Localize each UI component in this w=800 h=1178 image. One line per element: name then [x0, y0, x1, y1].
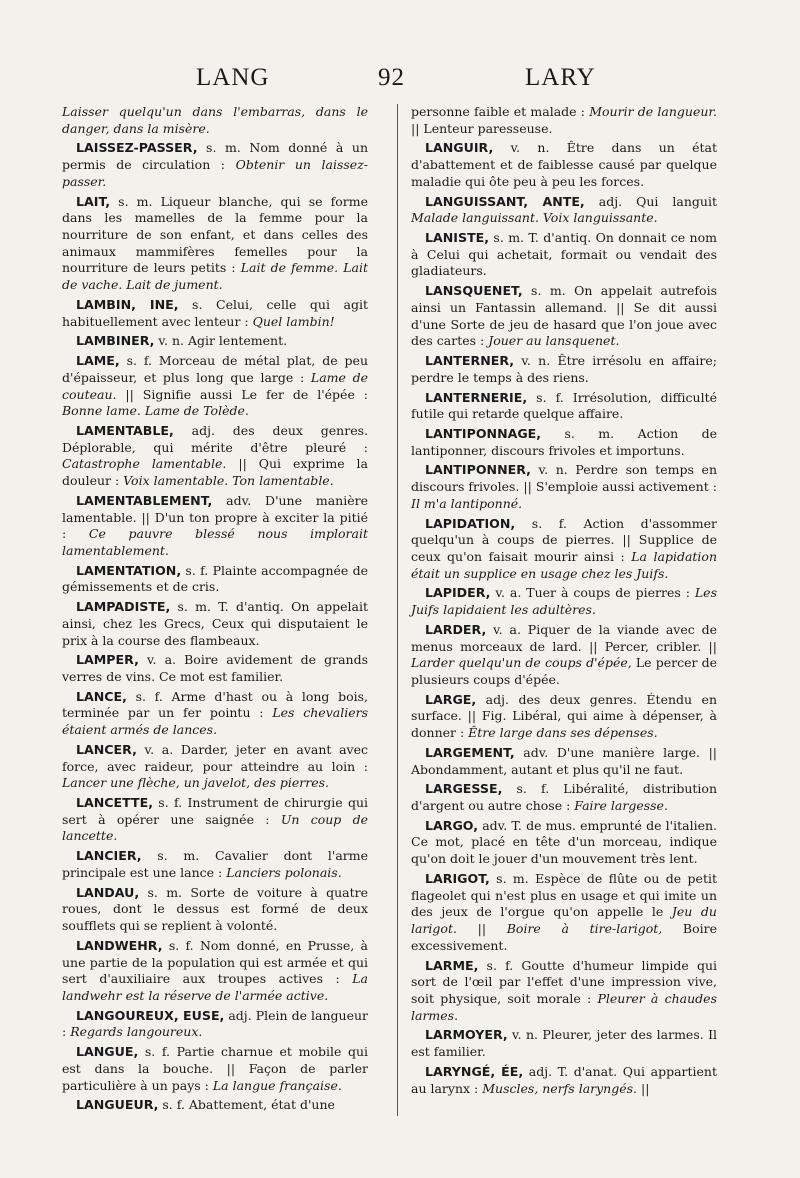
running-head — [0, 64, 800, 104]
definition: Instrument de chirurgie qui sert à opérer une saignée : — [62, 795, 369, 827]
definition-continued: Boire excessivement. — [411, 921, 718, 953]
dictionary-entry — [411, 390, 717, 423]
example: Malade languissant. Voix languissante. — [411, 210, 658, 226]
headword: LANTIPONNER, — [425, 462, 531, 478]
headword: LARIGOT, — [425, 870, 490, 886]
dictionary-entry — [62, 297, 368, 330]
dictionary-entry — [62, 493, 368, 560]
definition: personne faible et malade : — [411, 104, 590, 119]
definition-continued: || Qui exprime la douleur : — [62, 456, 368, 489]
dictionary-entry — [62, 563, 368, 596]
grammar-label: s. f. — [502, 781, 564, 797]
headword: LARYNGÉ, ÉE, — [425, 1063, 524, 1079]
column-divider — [397, 104, 398, 1116]
grammar-label: s. f. — [138, 1044, 177, 1060]
dictionary-entry — [411, 140, 717, 190]
dictionary-entry — [62, 848, 368, 881]
dictionary-entry — [62, 353, 368, 420]
headword: LANCE, — [76, 688, 127, 704]
grammar-label: s. m. — [139, 884, 191, 900]
grammar-label: adj. — [173, 422, 233, 438]
example: La langue française. — [212, 1077, 342, 1093]
grammar-label: v. n. — [530, 462, 576, 478]
headword: LAMPER, — [76, 652, 139, 668]
example: La landwehr est la réserve de l'armée active. — [62, 971, 368, 1003]
definition-continued: || — [456, 921, 507, 937]
example: Un coup de lancette. — [62, 811, 368, 844]
example: Jeu du larigot. — [411, 904, 717, 937]
page-number: 92 — [378, 64, 405, 91]
example: Catastrophe lamentable. — [62, 456, 227, 472]
headword: LANSQUENET, — [425, 283, 523, 299]
grammar-label: v. a. — [490, 585, 527, 601]
definition-continued: || Signifie aussi Le fer de l'épée : — [116, 386, 368, 402]
headword: LAMPADISTE, — [76, 599, 171, 615]
left-column — [62, 104, 368, 1117]
example: Bonne lame. Lame de Tolède. — [62, 403, 249, 419]
headword: LAMENTATION, — [76, 562, 182, 578]
headword: LANDAU, — [76, 884, 140, 900]
definition-continued: || — [637, 1080, 650, 1096]
grammar-label: s. m. — [489, 230, 529, 246]
definition: Nom donné à un permis de circulation : — [62, 140, 368, 173]
headword: LAMBIN, INE, — [76, 296, 179, 312]
definition: Être irrésolu en affaire; perdre le temps à des riens. — [411, 353, 717, 385]
headword: LANCER, — [76, 741, 137, 757]
example: Les Juifs lapidaient les adultères. — [411, 585, 717, 618]
grammar-label: adj. — [224, 1007, 256, 1023]
definition: Darder, jeter en avant avec force, avec raideur, pour atteindre au loin : — [62, 741, 368, 774]
headword: LANGUIR, — [425, 140, 494, 156]
example: La lapidation était un supplice en usage chez les Juifs. — [411, 548, 718, 581]
dictionary-entry — [411, 462, 717, 512]
definition: D'une manière large. || Abondamment, autant et plus qu'il ne faut. — [411, 744, 717, 777]
dictionary-entry — [411, 194, 717, 227]
definition: Plein de langueur : — [62, 1007, 368, 1040]
headword: LANGUISSANT, ANTE, — [425, 193, 585, 209]
dictionary-entry — [62, 742, 368, 792]
dictionary-entry — [62, 1008, 368, 1041]
definition: Cavalier dont l'arme principale est une lance : — [62, 848, 369, 880]
headword: LANGUE, — [76, 1044, 139, 1060]
headword: LAPIDATION, — [425, 515, 516, 531]
headword: LARDER, — [425, 621, 487, 637]
dictionary-entry — [62, 689, 368, 739]
grammar-label: s. f. — [153, 795, 188, 811]
example: Pleurer à chaudes larmes. — [411, 990, 717, 1023]
headword: LAIT, — [76, 193, 111, 209]
dictionary-entry — [411, 353, 717, 386]
dictionary-entry — [411, 871, 717, 955]
example: Lame de couteau. — [62, 369, 368, 402]
grammar-label: adv. — [212, 492, 266, 508]
grammar-label: v. a. — [486, 621, 528, 637]
headword: LANTIPONNAGE, — [425, 425, 542, 441]
example: Larder quelqu'un de coups d'épée, — [411, 655, 632, 671]
headword: LAMENTABLEMENT, — [76, 492, 213, 508]
definition: Action d'assommer quelqu'un à coups de pierres. || Supplice de ceux qu'on faisait mourir ainsi : — [411, 515, 717, 564]
definition: Liqueur blanche, qui se forme dans les mamelles de la femme pour la nourriture de son enfant, et dans celles des animaux mammifères femelles pour la nourriture de leurs petits : — [62, 193, 368, 276]
definition: Qui languit — [636, 193, 717, 209]
dictionary-entry — [411, 958, 717, 1025]
grammar-label: s. f. — [515, 515, 584, 531]
definition: T. de mus. emprunté de l'italien. Ce mot, placé en tête d'un morceau, indique qu'on doit le jouer d'un mouvement très lent. — [411, 817, 717, 867]
example: Il m'a lantiponné. — [411, 495, 523, 511]
example: Regards langoureux. — [70, 1024, 203, 1040]
definition: T. d'antiq. On appelait ainsi, chez les Grecs, Ceux qui disputaient le prix à la course des flambeaux. — [62, 599, 368, 648]
headword: LAPIDER, — [425, 585, 491, 601]
example: Voix lamentable. Ton lamentable. — [123, 473, 334, 489]
headword: LAMBINER, — [76, 333, 155, 349]
dictionary-entry — [62, 194, 368, 294]
definition: Nom donné, en Prusse, à une partie de la population qui est armée et qui sert d'auxiliaire aux troupes actives : — [62, 937, 368, 987]
grammar-label: adv. — [514, 744, 557, 760]
grammar-label: v. a. — [136, 741, 181, 757]
dictionary-entry — [411, 585, 717, 618]
headword: LARMOYER, — [425, 1027, 508, 1043]
grammar-label: v. n. — [154, 333, 188, 349]
definition: Celui, celle qui agit habituellement avec lenteur : — [62, 296, 368, 329]
headword: LANTERNER, — [425, 353, 515, 369]
headword: LANISTE, — [425, 230, 490, 246]
dictionary-entry — [62, 938, 368, 1005]
dictionary-entry — [62, 885, 368, 935]
example: Laisser quelqu'un dans l'embarras, dans le danger, dans la misère. — [62, 104, 368, 136]
definition: Plainte accompagnée de gémissements et de cris. — [62, 562, 369, 595]
grammar-label: v. n. — [507, 1027, 543, 1043]
headword: LANCIER, — [76, 848, 142, 864]
example: Être large dans ses dépenses. — [468, 725, 658, 741]
dictionary-entry — [62, 333, 368, 350]
example: Muscles, nerfs laryngés. — [482, 1080, 638, 1096]
example: Quel lambin! — [252, 313, 335, 329]
definition: Perdre son temps en discours frivoles. || S'emploie aussi activement : — [411, 462, 717, 495]
definition-continued: || Lenteur paresseuse. — [411, 120, 553, 136]
grammar-label: s. f. — [181, 562, 213, 578]
headword: LANDWEHR, — [76, 937, 163, 953]
dictionary-entry — [62, 1044, 368, 1094]
grammar-label: adj. — [584, 193, 637, 209]
definition: Agir lentement. — [187, 333, 288, 349]
headword: LARGE, — [425, 691, 477, 707]
grammar-label: adv. — [478, 817, 512, 833]
headword: LARGESSE, — [425, 781, 503, 797]
definition-continued: Le percer de plusieurs coups d'épée. — [411, 655, 717, 687]
grammar-label: s. m. — [170, 599, 219, 615]
dictionary-entry — [411, 516, 717, 583]
grammar-label: s. m. — [110, 193, 161, 209]
dictionary-entry — [62, 599, 368, 649]
grammar-label: s. f. — [527, 389, 573, 405]
grammar-label: s. m. — [197, 140, 250, 156]
headword: LANTERNERIE, — [425, 389, 528, 405]
dictionary-entry — [411, 692, 717, 742]
dictionary-entry — [411, 230, 717, 280]
definition: Goutte d'humeur limpide qui sort de l'œil par l'effet d'une impression vive, soit physique, soit morale : — [411, 957, 717, 1006]
dictionary-entry — [62, 652, 368, 685]
grammar-label: s. f. — [119, 353, 159, 369]
example: Les chevaliers étaient armés de lances. — [62, 705, 368, 738]
dictionary-entry — [411, 426, 717, 459]
definition: Pleurer, jeter des larmes. Il est familier. — [411, 1027, 718, 1060]
dictionary-entry — [62, 1097, 368, 1114]
definition: Irrésolution, difficulté futile qui retarde quelque affaire. — [411, 389, 717, 422]
dictionary-entry — [411, 622, 717, 689]
example: Lanciers polonais. — [226, 864, 342, 880]
grammar-label: s. f. — [158, 1097, 189, 1113]
definition: T. d'anat. Qui appartient au larynx : — [411, 1063, 717, 1096]
headword: LAMENTABLE, — [76, 422, 174, 438]
headword: LARGEMENT, — [425, 744, 515, 760]
grammar-label: s. m. — [541, 425, 638, 441]
dictionary-entry — [411, 818, 717, 868]
headword: LARME, — [425, 957, 479, 973]
headword: LANGOUREUX, EUSE, — [76, 1007, 225, 1023]
right-column — [411, 104, 717, 1100]
grammar-label: s. m. — [141, 848, 215, 864]
dictionary-entry — [411, 1027, 717, 1060]
dictionary-entry — [411, 283, 717, 350]
grammar-label: v. a. — [138, 652, 185, 668]
definition: Piquer de la viande avec de menus morceaux de lard. || Percer, cribler. || — [411, 621, 717, 654]
grammar-label: s. f. — [478, 957, 522, 973]
definition: Abattement, état d'une — [188, 1097, 335, 1113]
headword: LANCETTE, — [76, 795, 154, 811]
definition: On appelait autrefois ainsi un Fantassin allemand. || Se dit aussi d'une Sorte de jeu de hasard que l'on joue avec des cartes : — [411, 283, 717, 349]
example: Mourir de langueur. — [589, 104, 717, 119]
dictionary-entry — [411, 745, 717, 778]
definition: Boire avidement de grands verres de vins. Ce mot est familier. — [62, 652, 368, 684]
headword: LARGO, — [425, 817, 479, 833]
dictionary-entry — [411, 1064, 717, 1097]
dictionary-entry — [62, 423, 368, 490]
example: Jouer au lansquenet. — [488, 333, 620, 349]
dictionary-entry — [62, 104, 368, 137]
grammar-label: s. f. — [162, 937, 200, 953]
definition: Espèce de flûte ou de petit flageolet qui n'est plus en usage et qui imite un des jeux de l'orgue qu'on appelle le — [411, 870, 717, 920]
definition: Partie charnue et mobile qui est dans la bouche. || Façon de parler particulière à un pays : — [62, 1044, 368, 1093]
headword: LAISSEZ-PASSER, — [76, 140, 198, 156]
definition: Arme d'hast ou à long bois, terminée par un fer pointu : — [62, 688, 368, 721]
definition: Action de lantiponner, discours frivoles et importuns. — [411, 425, 718, 458]
header-right-guideword: LARY — [525, 64, 596, 91]
definition: Libéralité, distribution d'argent ou autre chose : — [411, 781, 717, 814]
example: Lait de femme. Lait de vache. Lait de jument. — [62, 260, 368, 293]
definition: Tuer à coups de pierres : — [526, 585, 695, 601]
grammar-label: s. — [178, 296, 217, 312]
example: Faire largesse. — [574, 798, 668, 814]
grammar-label: s. f. — [126, 688, 172, 704]
grammar-label: v. n. — [493, 140, 567, 156]
example: Lancer une flèche, un javelot, des pierres. — [62, 775, 330, 791]
definition: T. d'antiq. On donnait ce nom à Celui qui achetait, formait ou vendait des gladiateurs. — [411, 230, 717, 279]
headword: LAME, — [76, 353, 120, 369]
dictionary-entry — [411, 104, 717, 137]
definition: Morceau de métal plat, de peu d'épaisseur, et plus long que large : — [62, 353, 368, 385]
dictionary-entry — [62, 140, 368, 190]
example: Obtenir un laissez-passer. — [62, 157, 369, 189]
dictionary-entry — [411, 781, 717, 814]
headword: LANGUEUR, — [76, 1097, 159, 1113]
definition: D'une manière lamentable. || D'un ton propre à exciter la pitié : — [62, 492, 368, 542]
header-left-guideword: LANG — [196, 64, 270, 91]
grammar-label: s. m. — [522, 283, 575, 299]
definition: Sorte de voiture à quatre roues, dont le dessus est formé de deux soufflets qui se replient à volonté. — [62, 884, 368, 934]
grammar-label: v. n. — [514, 353, 558, 369]
example: Boire à tire-larigot, — [506, 921, 663, 937]
definition: des deux genres. Étendu en surface. || Fig. Libéral, qui aime à dépenser, à donner : — [411, 691, 718, 741]
example: Ce pauvre blessé nous implorait lamentablement. — [62, 526, 368, 558]
definition: des deux genres. Déplorable, qui mérite d'être pleuré : — [62, 422, 368, 455]
grammar-label: adj. — [523, 1063, 558, 1079]
grammar-label: s. m. — [489, 870, 536, 886]
grammar-label: adj. — [476, 691, 519, 707]
definition: Être dans un état d'abattement et de faiblesse causé par quelque maladie qui ôte peu à peu les forces. — [411, 140, 718, 189]
dictionary-entry — [62, 795, 368, 845]
